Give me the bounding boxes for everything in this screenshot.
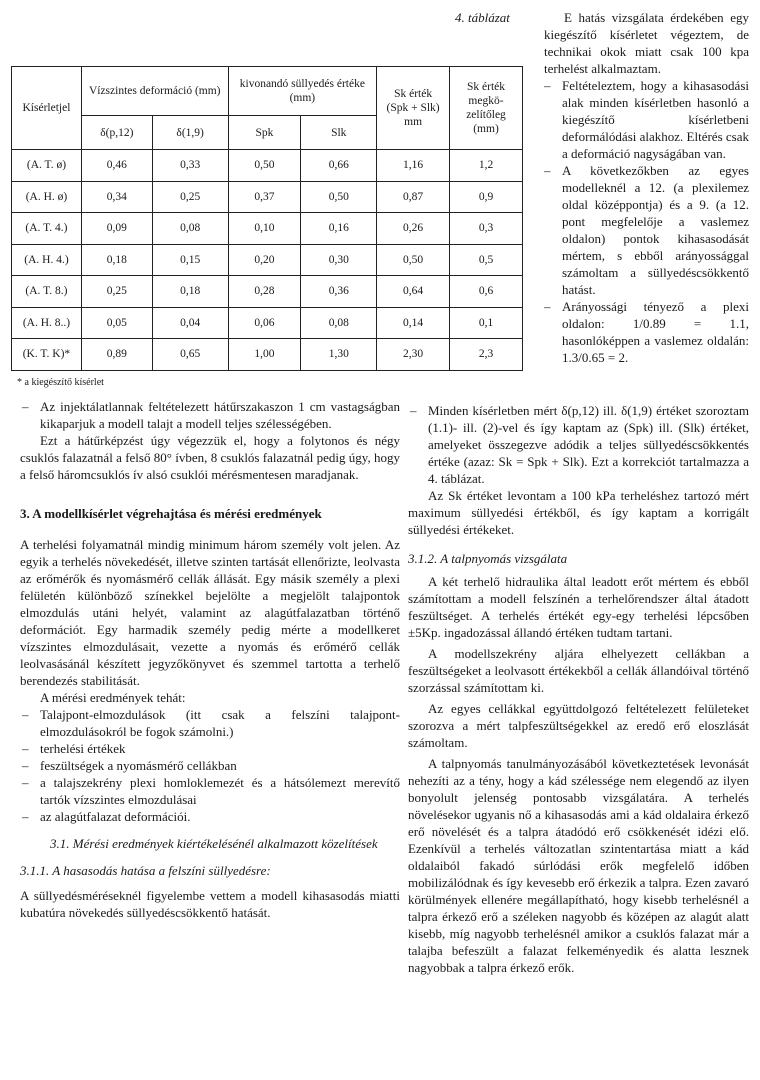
section-heading-3-1-1: 3.1.1. A hasasodás hatása a felszíni süllyedésre: [20,863,271,878]
right-paragraph-1: E hatás vizsgálata érdekében egy kiegészítő kísérletet végeztem, de technikai okok miatt csak 100 kpa terhelést alkalmaztam. [544,10,749,76]
list-item: – az alagútfalazat deformációi. [20,808,400,825]
table-footnote: * a kiegészítő kísérlet [17,377,104,388]
table-cell: 0,46 [81,150,152,182]
table-cell: 0,28 [228,276,301,308]
table-cell: 0,65 [152,339,228,371]
table-cell-label: (A. T. 4.) [12,213,82,245]
table-cell: 0,25 [152,181,228,213]
table-cell: 0,18 [81,244,152,276]
table-cell: 0,04 [152,307,228,339]
list-item: – Talajpont-elmozdulások (itt csak a felszíni talajpont-elmozdulásokról be fogok számolni.) [20,706,400,740]
header-sk: Sk érték (Spk + Slk) mm [377,67,450,150]
table-cell: 0,64 [377,276,450,308]
section-heading-3-1: 3.1. Mérési eredmények kiértékelésénél alkalmazott közelítések [50,836,378,851]
table-cell: 0,50 [301,181,377,213]
table-cell: 0,36 [301,276,377,308]
table-cell-label: (A. H. 4.) [12,244,82,276]
right-narrow-column [544,9,749,366]
table-cell: 0,14 [377,307,450,339]
table-cell: 0,06 [228,307,301,339]
list-item: – a talajszekrény plexi homloklemezét és a hátsólemezt merevítő tartók vízszintes elmozdulásai [20,774,400,808]
table-row [12,244,523,276]
right-list-item: – A következőkben az egyes modelleknél a 12. (a plexilemez oldal középpontja) és a 9. (a 12. pont megfelelője a vaslemez oldalon) pontok kihasasodását mértem, s ebből arányossággal számoltam a süllyedéscsökkentő hatást. [544,162,749,298]
right-paragraph-5: Az egyes cellákkal együttdolgozó feltételezett felületeket szorozva a mért talpfeszültségekkel az eredő erő eloszlását számoltam. [408,701,749,750]
table-cell: 0,08 [152,213,228,245]
table-cell: 1,16 [377,150,450,182]
subheader-spk: Spk [228,116,301,150]
table-cell-label: (A. T. ø) [12,150,82,182]
table-cell: 0,16 [301,213,377,245]
table-cell: 2,30 [377,339,450,371]
table-cell: 0,10 [228,213,301,245]
table-cell-label: (A. H. ø) [12,181,82,213]
data-table [11,66,523,371]
table-cell-label: (A. T. 8.) [12,276,82,308]
table-cell: 1,00 [228,339,301,371]
table-cell: 0,37 [228,181,301,213]
table-cell: 0,26 [377,213,450,245]
table-cell: 0,89 [81,339,152,371]
section-heading-3-1-2: 3.1.2. A talpnyomás vizsgálata [408,551,568,566]
table-cell: 0,6 [450,276,523,308]
table-cell: 0,05 [81,307,152,339]
list-item: – feszültségek a nyomásmérő cellákban [20,757,400,774]
left-paragraph-3: A terhelési folyamatnál mindig minimum három személy volt jelen. Az egyik a terhelés növekedését, illetve szinten tartását ellenőrizte, leolvasta az erőmérők és nyomásmérő cellák állását. Egy másik személy a plexi felületén különböző színekkel bejelölte a megjelölt talajpontok elmozdulás utáni helyét, valamint az alagútfalazatban történő deformációt. Egy harmadik személy pedig mérte a modellkeret vízszintes elmozdulásait, vezette a nyomás és erőmérő cellák leolvasásánál készített jegyzőkönyvet és szemmel tartotta a terhelő berendezés stabilitását. [20,537,400,688]
table-cell: 0,15 [152,244,228,276]
right-paragraph-4: A modellszekrény aljára elhelyezett cellákban a feszültségeket a leolvasott értékekből a cellák állandóival történő szorzással számítottam ki. [408,646,749,695]
table-row [12,276,523,308]
table-cell: 0,20 [228,244,301,276]
table-cell: 0,33 [152,150,228,182]
table-cell: 0,3 [450,213,523,245]
left-paragraph-2: Ezt a hátűrképzést úgy végezzük el, hogy a folytonos és négy csuklós falazatnál a felső 80° ívben, 8 csuklós falazatnál pedig úgy, hogy a felső háromcsuklós ív alsó csuklói mérésmentesen maradjanak. [20,433,400,482]
table-cell: 0,25 [81,276,152,308]
table-cell: 0,1 [450,307,523,339]
right-wide-item: – Minden kísérletben mért δ(p,12) ill. δ(1,9) értéket szoroztam (1.1)- ill. (2)-vel és így kaptam az (Spk) ill. (Slk) értéket, amelyeket összegezve adódik a teljes süllyedéscsökkentés értéke (azaz: Sk = Spk + Slk). Ezt a korrekciót tartalmazza a 4. táblázat. [408,402,749,487]
table-cell: 0,50 [228,150,301,182]
table-cell-label: (A. H. 8..) [12,307,82,339]
table-row [12,150,523,182]
table-cell: 0,30 [301,244,377,276]
right-paragraph-3: A két terhelő hidraulika által leadott erőt mértem és ebből számítottam a modell felszínén a terhelőrendszer által átadott feszültséget. A terhelés értékét egy-egy terhelési lépcsőben ±5Kp. ingadozással állandó értéken tudtam tartani. [408,574,749,640]
right-wide-column [408,402,749,976]
table-cell: 0,08 [301,307,377,339]
right-paragraph-2: Az Sk értéket levontam a 100 kPa terheléshez tartozó mért maximum süllyedési értékből, és így kaptam a korrigált süllyedési értékeket. [408,488,749,537]
subheader-d12: δ(p,12) [81,116,152,150]
header-kiserletjel: Kísérletjel [12,67,82,150]
table-caption: 4. táblázat [455,10,510,25]
table-row [12,213,523,245]
left-paragraph-1: – Az injektálatlannak feltételezett hátűrszakaszon 1 cm vastagságban kikaparjuk a modell talajt a modell teljes szélességében. [20,398,400,432]
table-cell: 0,66 [301,150,377,182]
table-cell-label: (K. T. K)* [12,339,82,371]
table-header-row [12,67,523,116]
right-list-item: – Arányossági tényező a plexi oldalon: 1/0.89 = 1.1, hasonlóképpen a vaslemez oldalán: 1.3/0.65 = 2. [544,298,749,366]
section-heading-3: 3. A modellkísérlet végrehajtása és mérési eredmények [20,506,322,521]
table-cell: 0,87 [377,181,450,213]
table-row [12,339,523,371]
table-cell: 0,34 [81,181,152,213]
table-row [12,307,523,339]
header-kivonando: kivonandó süllyedés értéke (mm) [228,67,377,116]
right-list-item: – Feltételeztem, hogy a kihasasodási alak minden kísérletben hasonló a kiegészítő kísérletbeni deformálódási alakhoz. Eltérés csak a deformáció nagyságában van. [544,77,749,162]
subheader-d19: δ(1,9) [152,116,228,150]
list-item: – terhelési értékek [20,740,400,757]
table-cell: 1,2 [450,150,523,182]
right-paragraph-6: A talpnyomás tanulmányozásából következtetések levonását nehezíti az a tény, hogy a kád szélessége nem elegendő az ilyen bonyolult jelenség pontosabb vizsgálatára. A terhelés növelésekor ugyanis nő a kihasasodás ami a kád oldalaira érkező erő növelését és a talpra átadódó erő csökkenését idézi elő. Ezenkívül a terhelés változatlan szintentartása miatt a kád oldalaiból fakadó súrlódási erők megfelelő időben mobilizálódnak és így kevesebb erő érkezik a talpra. Ezen zavaró körülmények ellenére megállapítható, hogy kisebb terhelésnél a talpra érkező erő a széleken nagyobb és középen az alagút alatt kisebb, míg nagyobb terhelésnél amikor a csuklós falazat már a talajba befeszült a falazat felkeményedik és alatta lesznek nagyobbak a talpra érkező erők. [408,756,749,975]
table-cell: 0,18 [152,276,228,308]
table-row [12,181,523,213]
table-cell: 0,09 [81,213,152,245]
table-cell: 0,5 [450,244,523,276]
left-column [20,398,400,921]
table-cell: 1,30 [301,339,377,371]
subheader-slk: Slk [301,116,377,150]
left-paragraph-4: A mérési eredmények tehát: [40,690,186,705]
measurement-list [20,706,400,825]
table-cell: 0,50 [377,244,450,276]
table-cell: 0,9 [450,181,523,213]
header-megkozelitoleg: Sk érték megkö-zelítőleg (mm) [450,67,523,150]
left-paragraph-5: A süllyedésméréseknél figyelembe vettem a modell kihasasodás miatti kubatúra növekedés süllyedéscsökkentő hatását. [20,888,400,920]
header-vizszintes: Vízszintes deformáció (mm) [81,67,228,116]
table-cell: 2,3 [450,339,523,371]
